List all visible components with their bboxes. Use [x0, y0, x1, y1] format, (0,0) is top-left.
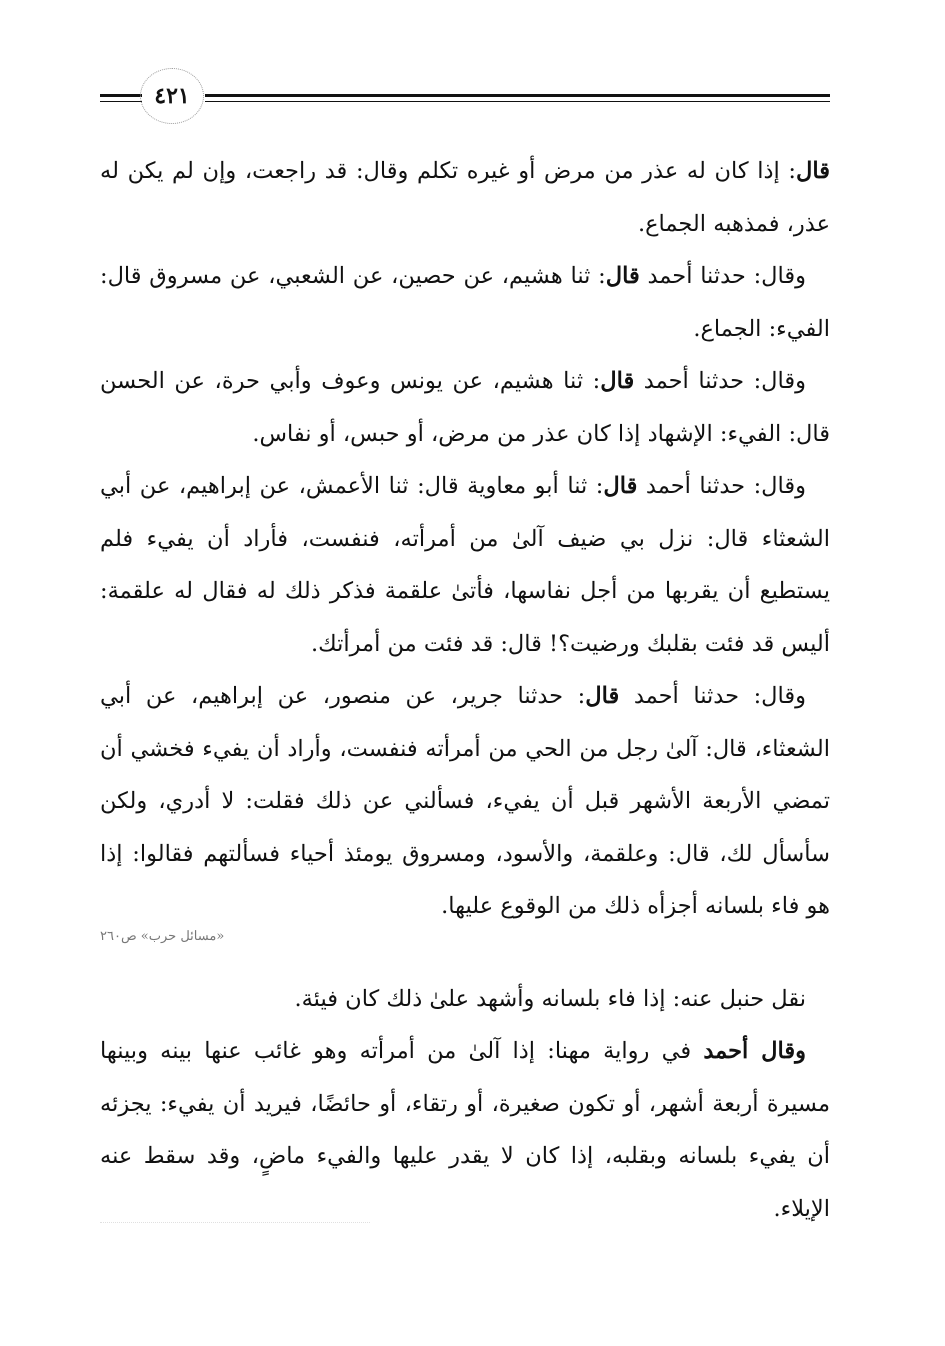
bold-run: قال — [796, 158, 830, 184]
bold-run: قال — [585, 683, 620, 709]
text-run: في رواية مهنا: إذا آلىٰ من أمرأته وهو غائب عنها بينه وبينها مسيرة أربعة أشهر، أو تكون صغيرة، أو رتقاء، أو حائضًا، فيريد أن يفيء: يجزئه أن يفيء بلسانه وبقلبه، إذا كان لا يقدر عليها والفيء ماضٍ، وقد سقط عنه الإيلاء. — [100, 1038, 830, 1222]
paragraph — [100, 355, 830, 460]
header-rule-short — [100, 94, 142, 102]
header-rule — [205, 94, 830, 102]
text-run: وقال: حدثنا أحمد — [637, 473, 807, 499]
bold-run: وقال أحمد — [703, 1038, 806, 1064]
text-run: وقال: حدثنا أحمد — [619, 683, 806, 709]
text-run: نقل حنبل عنه: إذا فاء بلسانه وأشهد علىٰ ذلك كان فيئة. — [294, 985, 806, 1012]
paragraphs-group-2 — [100, 973, 830, 1236]
text-run: : ثنا هشيم، عن يونس وعوف وأبي حرة، عن الحسن قال: الفيء: الإشهاد إذا كان عذر من مرض، أو حبس، أو نفاس. — [100, 368, 830, 447]
text-run: : ثنا هشيم، عن حصين، عن الشعبي، عن مسروق قال: الفيء: الجماع. — [100, 263, 830, 342]
page-header — [0, 60, 945, 130]
text-run: : حدثنا جرير، عن منصور، عن إبراهيم، عن أبي الشعثاء، قال: آلىٰ رجل من الحي من أمرأته فنفست، وأراد أن يفيء فخشي أن تمضي الأربعة الأشهر قبل أن يفيء، فسألني عن ذلك فقلت: لا أدري، ولكن سأسأل لك، قال: وعلقمة، والأسود، ومسروق يومئذ أحياء فسألتهم فقالوا: إذا هو فاء بلسانه أجزأه ذلك من الوقوع عليها. — [100, 683, 830, 919]
page-number-text: ٤٢١ — [154, 83, 190, 109]
text-run: وقال: حدثنا أحمد — [639, 263, 806, 289]
source-note: «مسائل حرب» ص٢٦٠ — [100, 928, 225, 944]
paragraph — [100, 250, 830, 355]
paragraph — [100, 973, 830, 1026]
bold-run: قال — [600, 368, 635, 394]
page-number — [140, 68, 204, 124]
text-run: : ثنا أبو معاوية قال: ثنا الأعمش، عن إبراهيم، عن أبي الشعثاء قال: نزل بي ضيف آلىٰ من أمرأته، فنفست، فأراد أن يفيء فلم يستطيع أن يقربها من أجل نفاسها، فأتىٰ علقمة فذكر ذلك له فقال له علقمة: أليس قد فئت بقلبك ورضيت؟! قال: قد فئت من أمرأتك. — [100, 473, 830, 657]
paragraph — [100, 460, 830, 670]
text-run: وقال: حدثنا أحمد — [634, 368, 806, 394]
faint-scan-mark — [100, 1222, 370, 1233]
bold-run: قال — [603, 473, 638, 499]
paragraph — [100, 1025, 830, 1235]
page-body — [100, 145, 830, 1235]
paragraphs-group-1 — [100, 145, 830, 933]
paragraph — [100, 145, 830, 250]
text-run: : إذا كان له عذر من مرض أو غيره تكلم وقال: قد راجعت، وإن لم يكن له عذر، فمذهبه الجماع. — [100, 158, 830, 237]
paragraph — [100, 670, 830, 933]
bold-run: قال — [605, 263, 640, 289]
